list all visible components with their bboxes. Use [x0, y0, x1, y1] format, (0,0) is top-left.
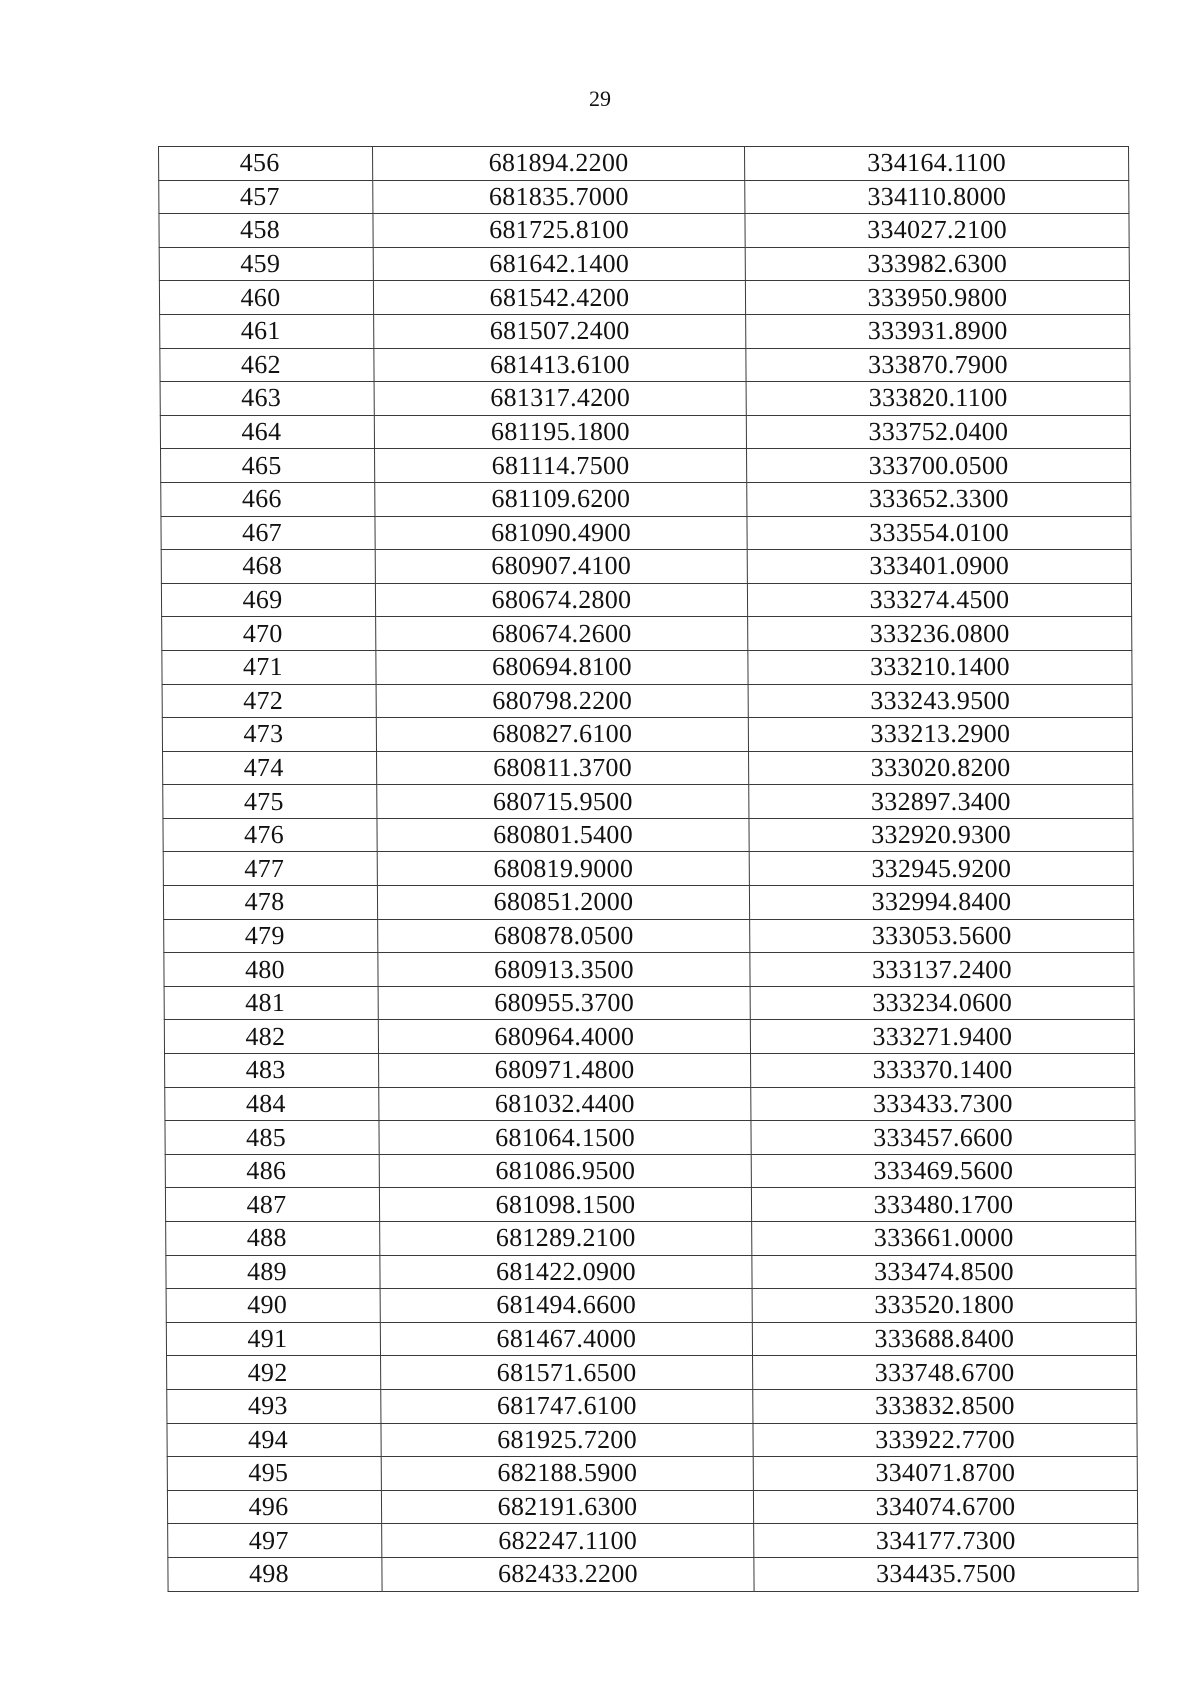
point-number-cell: 473	[162, 718, 376, 752]
table-row	[168, 1524, 1138, 1558]
point-number-cell: 474	[163, 751, 377, 785]
x-coordinate-cell: 680674.2600	[376, 617, 748, 651]
y-coordinate-cell: 333274.4500	[747, 583, 1131, 617]
table-row	[161, 550, 1131, 584]
table-row	[159, 247, 1129, 281]
table-row	[165, 1121, 1135, 1155]
x-coordinate-cell: 681317.4200	[374, 382, 746, 416]
x-coordinate-cell: 681109.6200	[375, 482, 747, 516]
page-number: 29	[589, 86, 611, 111]
table-row	[163, 751, 1133, 785]
y-coordinate-cell: 333832.8500	[753, 1389, 1137, 1423]
y-coordinate-cell: 333950.9800	[745, 281, 1129, 315]
y-coordinate-cell: 332897.3400	[749, 785, 1133, 819]
y-coordinate-cell: 334164.1100	[745, 147, 1129, 181]
table-row	[164, 1020, 1134, 1054]
point-number-cell: 470	[162, 617, 376, 651]
x-coordinate-cell: 680971.4800	[379, 1054, 751, 1088]
x-coordinate-cell: 681467.4000	[380, 1322, 752, 1356]
table-row	[164, 986, 1134, 1020]
x-coordinate-cell: 681413.6100	[374, 348, 746, 382]
y-coordinate-cell: 333748.6700	[753, 1356, 1137, 1390]
point-number-cell: 488	[166, 1222, 380, 1256]
table-row	[159, 281, 1129, 315]
y-coordinate-cell: 333271.9400	[750, 1020, 1134, 1054]
point-number-cell: 492	[167, 1356, 381, 1390]
point-number-cell: 479	[164, 919, 378, 953]
point-number-cell: 487	[165, 1188, 379, 1222]
point-number-cell: 461	[160, 314, 374, 348]
table-row	[159, 214, 1129, 248]
x-coordinate-cell: 681894.2200	[373, 147, 745, 181]
x-coordinate-cell: 681090.4900	[375, 516, 747, 550]
table-row	[164, 919, 1134, 953]
point-number-cell: 468	[161, 550, 375, 584]
y-coordinate-cell: 333982.6300	[745, 247, 1129, 281]
y-coordinate-cell: 334110.8000	[745, 180, 1129, 214]
x-coordinate-cell: 682433.2200	[382, 1557, 754, 1591]
table-row	[165, 1154, 1135, 1188]
y-coordinate-cell: 334071.8700	[753, 1457, 1137, 1491]
x-coordinate-cell: 680694.8100	[376, 650, 748, 684]
y-coordinate-cell: 333870.7900	[746, 348, 1130, 382]
y-coordinate-cell: 333433.7300	[751, 1087, 1135, 1121]
point-number-cell: 496	[167, 1490, 381, 1524]
y-coordinate-cell: 333210.1400	[748, 650, 1132, 684]
table-row	[161, 516, 1131, 550]
x-coordinate-cell: 681195.1800	[374, 415, 746, 449]
x-coordinate-cell: 680715.9500	[377, 785, 749, 819]
y-coordinate-cell: 333213.2900	[748, 718, 1132, 752]
x-coordinate-cell: 681422.0900	[380, 1255, 752, 1289]
x-coordinate-cell: 680827.6100	[376, 718, 748, 752]
point-number-cell: 490	[166, 1289, 380, 1323]
point-number-cell: 459	[159, 247, 373, 281]
y-coordinate-cell: 333688.8400	[752, 1322, 1136, 1356]
x-coordinate-cell: 680964.4000	[378, 1020, 750, 1054]
coordinates-table	[158, 146, 1139, 1592]
point-number-cell: 471	[162, 650, 376, 684]
point-number-cell: 475	[163, 785, 377, 819]
point-number-cell: 462	[160, 348, 374, 382]
x-coordinate-cell: 681064.1500	[379, 1121, 751, 1155]
table-row	[166, 1222, 1136, 1256]
table-row	[160, 348, 1130, 382]
x-coordinate-cell: 680851.2000	[377, 886, 749, 920]
y-coordinate-cell: 333820.1100	[746, 382, 1130, 416]
y-coordinate-cell: 333137.2400	[750, 953, 1134, 987]
point-number-cell: 476	[163, 818, 377, 852]
point-number-cell: 494	[167, 1423, 381, 1457]
table-row	[167, 1457, 1137, 1491]
point-number-cell: 466	[161, 482, 375, 516]
table-row	[160, 415, 1130, 449]
x-coordinate-cell: 681747.6100	[381, 1389, 753, 1423]
point-number-cell: 498	[168, 1557, 382, 1591]
x-coordinate-cell: 680878.0500	[378, 919, 750, 953]
point-number-cell: 489	[166, 1255, 380, 1289]
point-number-cell: 467	[161, 516, 375, 550]
point-number-cell: 469	[161, 583, 375, 617]
point-number-cell: 486	[165, 1154, 379, 1188]
x-coordinate-cell: 680811.3700	[377, 751, 749, 785]
point-number-cell: 463	[160, 382, 374, 416]
table-row	[164, 953, 1134, 987]
y-coordinate-cell: 333480.1700	[751, 1188, 1135, 1222]
table-row	[166, 1322, 1136, 1356]
y-coordinate-cell: 334177.7300	[754, 1524, 1138, 1558]
point-number-cell: 483	[165, 1054, 379, 1088]
table-row	[163, 818, 1133, 852]
x-coordinate-cell: 681725.8100	[373, 214, 745, 248]
point-number-cell: 485	[165, 1121, 379, 1155]
x-coordinate-cell: 682188.5900	[381, 1457, 753, 1491]
table-row	[160, 382, 1130, 416]
x-coordinate-cell: 681835.7000	[373, 180, 745, 214]
y-coordinate-cell: 332994.8400	[749, 886, 1133, 920]
point-number-cell: 491	[166, 1322, 380, 1356]
y-coordinate-cell: 333474.8500	[752, 1255, 1136, 1289]
table-row	[165, 1188, 1135, 1222]
y-coordinate-cell: 334435.7500	[754, 1557, 1138, 1591]
y-coordinate-cell: 333922.7700	[753, 1423, 1137, 1457]
y-coordinate-cell: 333520.1800	[752, 1289, 1136, 1323]
table-row	[167, 1490, 1137, 1524]
y-coordinate-cell: 333236.0800	[748, 617, 1132, 651]
y-coordinate-cell: 333457.6600	[751, 1121, 1135, 1155]
table-row	[160, 314, 1130, 348]
coordinates-table-wrapper	[158, 146, 1138, 1592]
y-coordinate-cell: 333370.1400	[751, 1054, 1135, 1088]
point-number-cell: 481	[164, 986, 378, 1020]
table-row	[167, 1356, 1137, 1390]
table-row	[166, 1289, 1136, 1323]
point-number-cell: 497	[168, 1524, 382, 1558]
y-coordinate-cell: 333243.9500	[748, 684, 1132, 718]
y-coordinate-cell: 332945.9200	[749, 852, 1133, 886]
table-row	[161, 482, 1131, 516]
point-number-cell: 465	[161, 449, 375, 483]
y-coordinate-cell: 333020.8200	[749, 751, 1133, 785]
table-row	[163, 785, 1133, 819]
table-row	[165, 1054, 1135, 1088]
table-row	[159, 147, 1129, 181]
point-number-cell: 493	[167, 1389, 381, 1423]
table-row	[162, 617, 1132, 651]
table-row	[159, 180, 1129, 214]
table-row	[161, 449, 1131, 483]
x-coordinate-cell: 681507.2400	[374, 314, 746, 348]
point-number-cell: 477	[163, 852, 377, 886]
x-coordinate-cell: 680801.5400	[377, 818, 749, 852]
table-row	[167, 1389, 1137, 1423]
y-coordinate-cell: 333469.5600	[751, 1154, 1135, 1188]
y-coordinate-cell: 334027.2100	[745, 214, 1129, 248]
y-coordinate-cell: 334074.6700	[753, 1490, 1137, 1524]
x-coordinate-cell: 681114.7500	[375, 449, 747, 483]
coordinates-table-body	[159, 147, 1139, 1592]
table-row	[163, 852, 1133, 886]
y-coordinate-cell: 333661.0000	[752, 1222, 1136, 1256]
x-coordinate-cell: 680913.3500	[378, 953, 750, 987]
table-row	[163, 886, 1133, 920]
table-row	[162, 684, 1132, 718]
x-coordinate-cell: 680798.2200	[376, 684, 748, 718]
x-coordinate-cell: 681642.1400	[373, 247, 745, 281]
y-coordinate-cell: 333401.0900	[747, 550, 1131, 584]
x-coordinate-cell: 680819.9000	[377, 852, 749, 886]
point-number-cell: 478	[163, 886, 377, 920]
x-coordinate-cell: 681925.7200	[381, 1423, 753, 1457]
table-row	[161, 583, 1131, 617]
x-coordinate-cell: 681542.4200	[373, 281, 745, 315]
table-row	[162, 718, 1132, 752]
table-row	[165, 1087, 1135, 1121]
x-coordinate-cell: 681032.4400	[379, 1087, 751, 1121]
point-number-cell: 460	[159, 281, 373, 315]
table-row	[167, 1423, 1137, 1457]
table-row	[162, 650, 1132, 684]
x-coordinate-cell: 680955.3700	[378, 986, 750, 1020]
point-number-cell: 495	[167, 1457, 381, 1491]
y-coordinate-cell: 333652.3300	[747, 482, 1131, 516]
y-coordinate-cell: 333700.0500	[747, 449, 1131, 483]
table-row	[166, 1255, 1136, 1289]
x-coordinate-cell: 681494.6600	[380, 1289, 752, 1323]
x-coordinate-cell: 680674.2800	[375, 583, 747, 617]
x-coordinate-cell: 681098.1500	[379, 1188, 751, 1222]
y-coordinate-cell: 333234.0600	[750, 986, 1134, 1020]
x-coordinate-cell: 680907.4100	[375, 550, 747, 584]
point-number-cell: 464	[160, 415, 374, 449]
y-coordinate-cell: 333053.5600	[750, 919, 1134, 953]
x-coordinate-cell: 682191.6300	[381, 1490, 753, 1524]
point-number-cell: 457	[159, 180, 373, 214]
x-coordinate-cell: 681086.9500	[379, 1154, 751, 1188]
point-number-cell: 472	[162, 684, 376, 718]
x-coordinate-cell: 681571.6500	[381, 1356, 753, 1390]
y-coordinate-cell: 333752.0400	[746, 415, 1130, 449]
point-number-cell: 480	[164, 953, 378, 987]
x-coordinate-cell: 681289.2100	[380, 1222, 752, 1256]
table-row	[168, 1557, 1138, 1591]
y-coordinate-cell: 333931.8900	[746, 314, 1130, 348]
x-coordinate-cell: 682247.1100	[382, 1524, 754, 1558]
point-number-cell: 456	[159, 147, 373, 181]
y-coordinate-cell: 333554.0100	[747, 516, 1131, 550]
point-number-cell: 484	[165, 1087, 379, 1121]
point-number-cell: 482	[164, 1020, 378, 1054]
point-number-cell: 458	[159, 214, 373, 248]
y-coordinate-cell: 332920.9300	[749, 818, 1133, 852]
